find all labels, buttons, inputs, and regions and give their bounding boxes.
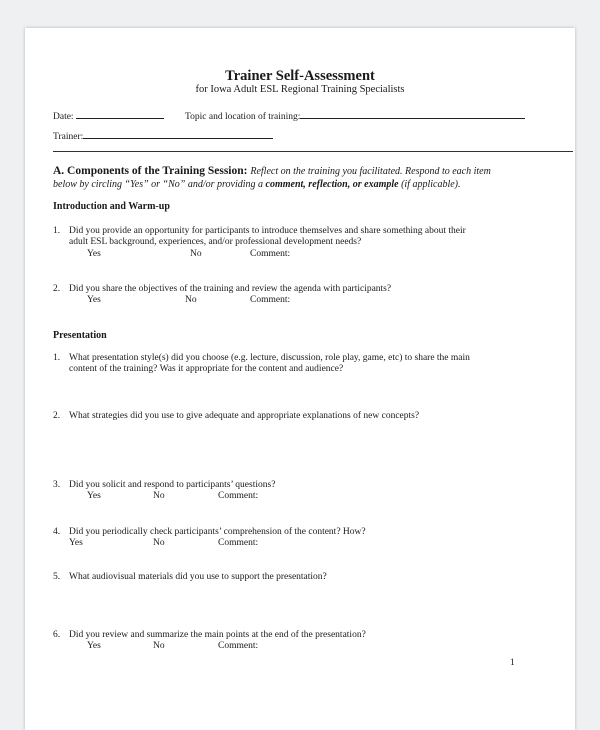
question-pres-5 <box>53 571 327 584</box>
no-option[interactable]: No <box>185 295 197 305</box>
question-number: 6. <box>53 630 61 640</box>
topic-blank[interactable] <box>300 108 525 119</box>
document-title: Trainer Self-Assessment <box>225 68 375 84</box>
trainer-blank[interactable] <box>83 128 273 139</box>
question-text: What presentation style(s) did you choose (e.g. lecture, discussion, role play, game, etc) to share the main <box>69 353 470 363</box>
comment-label[interactable]: Comment: <box>218 491 259 501</box>
yes-option[interactable]: Yes <box>69 538 83 548</box>
question-text: Did you provide an opportunity for participants to introduce themselves and share something about their <box>69 226 466 236</box>
yes-option[interactable]: Yes <box>87 295 101 305</box>
section-a-title: A. Components of the Training Session: <box>53 165 248 177</box>
no-option[interactable]: No <box>190 249 202 259</box>
question-intro-2 <box>53 283 391 296</box>
instructions-emphasis: comment, reflection, or example <box>265 179 399 190</box>
instructions-text: below by circling “Yes” or “No” and/or providing a <box>53 179 264 190</box>
yes-option[interactable]: Yes <box>87 491 101 501</box>
question-number: 1. <box>53 353 61 363</box>
question-intro-1 <box>53 225 466 238</box>
comment-label[interactable]: Comment: <box>250 249 291 259</box>
no-option[interactable]: No <box>153 641 165 651</box>
comment-label[interactable]: Comment: <box>218 538 259 548</box>
section-a-instructions-line2 <box>53 179 461 190</box>
question-text: Did you review and summarize the main points at the end of the presentation? <box>69 630 366 640</box>
yes-option[interactable]: Yes <box>87 249 101 259</box>
no-option[interactable]: No <box>153 538 165 548</box>
subsection-presentation: Presentation <box>53 330 107 341</box>
comment-label[interactable]: Comment: <box>250 295 291 305</box>
question-pres-4 <box>53 526 366 539</box>
topic-label: Topic and location of training: <box>185 112 301 122</box>
date-label: Date: <box>53 112 74 122</box>
question-text: What audiovisual materials did you use to support the presentation? <box>69 572 327 582</box>
question-intro-1-cont: adult ESL background, experiences, and/or professional development needs? <box>69 237 362 247</box>
no-option[interactable]: No <box>153 491 165 501</box>
question-number: 5. <box>53 572 61 582</box>
subsection-intro: Introduction and Warm-up <box>53 201 170 212</box>
question-pres-3 <box>53 479 275 492</box>
document-page <box>25 28 575 730</box>
question-pres-6 <box>53 629 366 642</box>
question-text: Did you solicit and respond to participants’ questions? <box>69 480 276 490</box>
question-pres-2 <box>53 410 419 423</box>
divider-line <box>53 151 573 152</box>
question-text: Did you share the objectives of the training and review the agenda with participants? <box>69 284 392 294</box>
question-number: 2. <box>53 411 61 421</box>
question-number: 4. <box>53 527 61 537</box>
section-a-heading <box>53 165 491 177</box>
topic-field[interactable] <box>185 108 525 122</box>
question-pres-1 <box>53 352 470 365</box>
question-text: Did you periodically check participants’ comprehension of the content? How? <box>69 527 366 537</box>
section-a-instructions: Reflect on the training you facilitated. Respond to each item <box>250 166 491 177</box>
question-pres-1-cont: content of the training? Was it appropriate for the content and audience? <box>69 364 344 374</box>
question-number: 2. <box>53 284 61 294</box>
yes-option[interactable]: Yes <box>87 641 101 651</box>
question-text: What strategies did you use to give adequate and appropriate explanations of new concepts? <box>69 411 420 421</box>
date-field[interactable] <box>53 108 164 122</box>
instructions-end: (if applicable). <box>401 179 461 190</box>
question-number: 3. <box>53 480 61 490</box>
date-blank[interactable] <box>76 108 164 119</box>
document-subtitle: for Iowa Adult ESL Regional Training Specialists <box>195 84 405 95</box>
comment-label[interactable]: Comment: <box>218 641 259 651</box>
page-number: 1 <box>510 658 515 668</box>
question-number: 1. <box>53 226 61 236</box>
trainer-label: Trainer: <box>53 132 84 142</box>
trainer-field[interactable] <box>53 128 273 142</box>
